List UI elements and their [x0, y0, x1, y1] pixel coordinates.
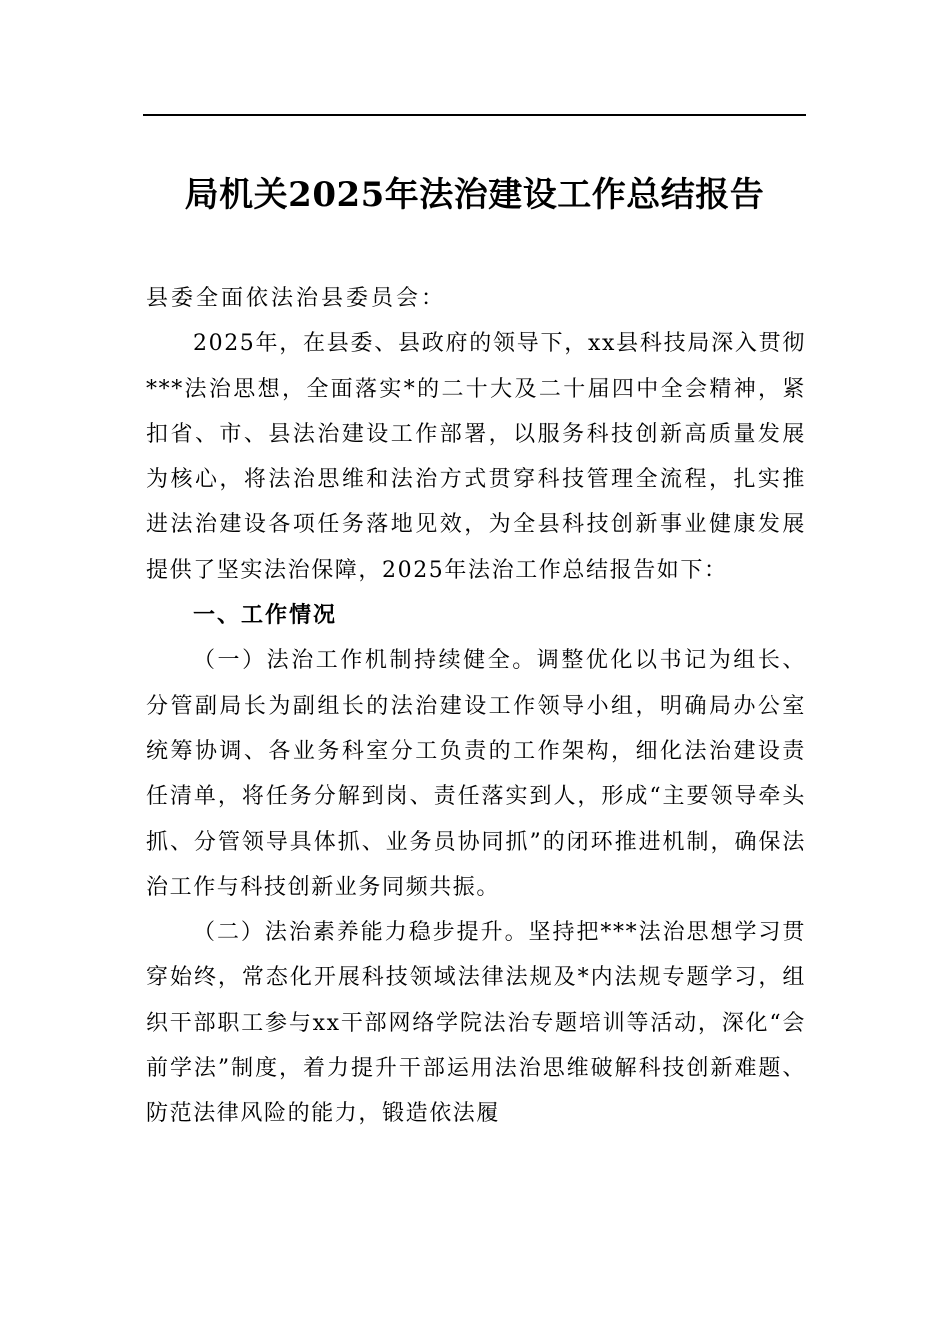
section-heading-work-status: 一、工作情况: [193, 603, 338, 629]
document-title: 局机关2025年法治建设工作总结报告: [184, 175, 765, 215]
paragraph-item-2: （二）法治素养能力稳步提升。坚持把***法治思想学习贯穿始终，常态化开展科技领域法律法规及*内法规专题学习，组织干部职工参与xx干部网络学院法治专题培训等活动，深化“会前学法”制度，着力提升干部运用法治思维破解科技创新难题、防范法律风险的能力，锻造依法履: [146, 920, 806, 1127]
header-rule: [143, 114, 806, 116]
salutation: 县委全面依法治县委员会：: [146, 286, 447, 311]
document-body: [146, 276, 806, 1137]
intro-paragraph: 2025年，在县委、县政府的领导下，xx县科技局深入贯彻***法治思想，全面落实*的二十大及二十届四中全会精神，紧扣省、市、县法治建设工作部署，以服务科技创新高质量发展为核心，将法治思维和法治方式贯穿科技管理全流程，扎实推进法治建设各项任务落地见效，为全县科技创新事业健康发展提供了坚实法治保障，2025年法治工作总结报告如下：: [146, 331, 806, 583]
paragraph-item-1: （一）法治工作机制持续健全。调整优化以书记为组长、分管副局长为副组长的法治建设工作领导小组，明确局办公室统筹协调、各业务科室分工负责的工作架构，细化法治建设责任清单，将任务分解到岗、责任落实到人，形成“主要领导牵头抓、分管领导具体抓、业务员协同抓”的闭环推进机制，确保法治工作与科技创新业务同频共振。: [146, 648, 806, 900]
